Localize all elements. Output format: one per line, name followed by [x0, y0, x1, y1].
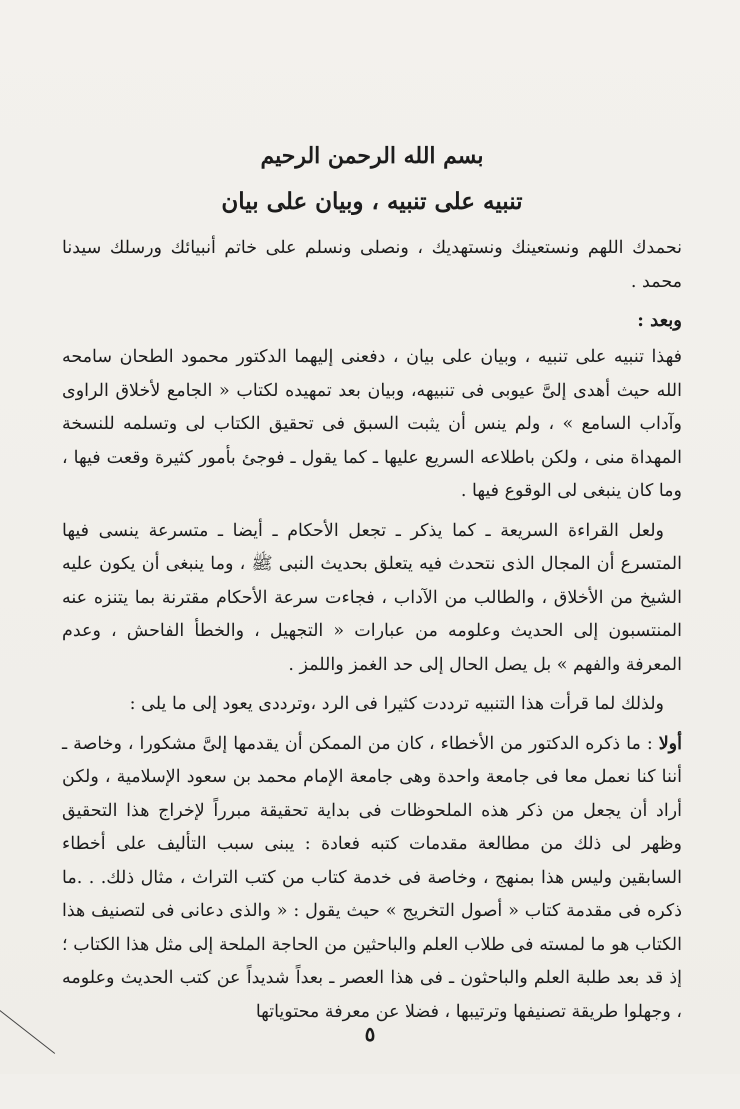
page-text	[62, 140, 682, 1035]
paragraph-3: ولذلك لما قرأت هذا التنبيه ترددت كثيرا فى الرد ،وترددى يعود إلى ما يلى :	[129, 694, 664, 714]
paragraph-1: فهذا تنبيه على تنبيه ، وبيان على بيان ، دفعنى إليهما الدكتور محمود الطحان سامحه الله حيث أهدى إلىَّ عيوبى فى تنبيهه، وبيان بعد تمهيده لكتاب « الجامع لأخلاق الراوى وآداب السامع » ، ولم ينس أن يثبت السبق فى تحقيق الكتاب لى وتسلمه للنسخة المهداة منى ، ولكن باطلاعه السريع عليها ـ كما يقول ـ فوجئ بأمور كثيرة وقعت فيها ، وما كان ينبغى لى الوقوع فيها .	[62, 347, 682, 501]
paragraph-4	[62, 728, 682, 1030]
intro-paragraph: نحمدك اللهم ونستعينك ونستهديك ، ونصلى ونسلم على خاتم أنبيائك ورسلك سيدنا محمد .	[62, 238, 682, 292]
page-number: ٥	[364, 1022, 376, 1046]
paragraph-2: ولعل القراءة السريعة ـ كما يذكر ـ تجعل الأحكام ـ أيضا ـ متسرعة ينسى فيها المتسرع أن المجال الذى نتحدث فيه يتعلق بحديث النبى ﷺ ، وما ينبغى أن يكون عليه الشيخ من الأخلاق ، والطالب من الآداب ، فجاءت سرعة الأحكام مقترنة بما يتنزه عنه المنتسبون إلى الحديث وعلومه من عبارات « التجهيل ، والخطأ الفاحش ، وعدم المعرفة والفهم » بل يصل الحال إلى حد الغمز واللمز .	[62, 520, 682, 675]
page-title: تنبيه على تنبيه ، وبيان على بيان	[221, 188, 523, 215]
paragraph-4-lead: أولا	[658, 733, 682, 754]
paragraph-4-text: : ما ذكره الدكتور من الأخطاء ، كان من الممكن أن يقدمها إلىَّ مشكورا ، وخاصة ـ أننا كنا نعمل معا فى جامعة واحدة وهى جامعة الإمام محمد بن سعود الإسلامية ، ولكن أراد أن يجعل من ذكر هذه الملحوظات فى بداية تحقيقة مبرراً لإخراج هذا التحقيق وظهر لى ذلك من مطالعة مقدمات كتبه فعادة : يبنى سبب التأليف على أخطاء السابقين وليس هذا بمنهج ، وخاصة فى خدمة كتاب من كتب التراث ، مثال ذلك. . .ما ذكره فى مقدمة كتاب « أصول التخريج » حيث يقول : « والذى دعانى فى لتصنيف هذا الكتاب هو ما لمسته فى طلاب العلم والباحثين من الحاجة الملحة إلى مثل هذا الكتاب ؛ إذ قد بعد طلبة العلم والباحثون ـ فى هذا العصر ـ بعداً شديداً عن كتب الحديث وعلومه ، وجهلوا طريقة تصنيفها وترتيبها ، فضلا عن معرفة محتوياتها	[62, 733, 682, 1022]
basmala-heading: بسم الله الرحمن الرحيم	[260, 143, 484, 169]
wa-baad-heading: وبعد :	[637, 310, 682, 331]
